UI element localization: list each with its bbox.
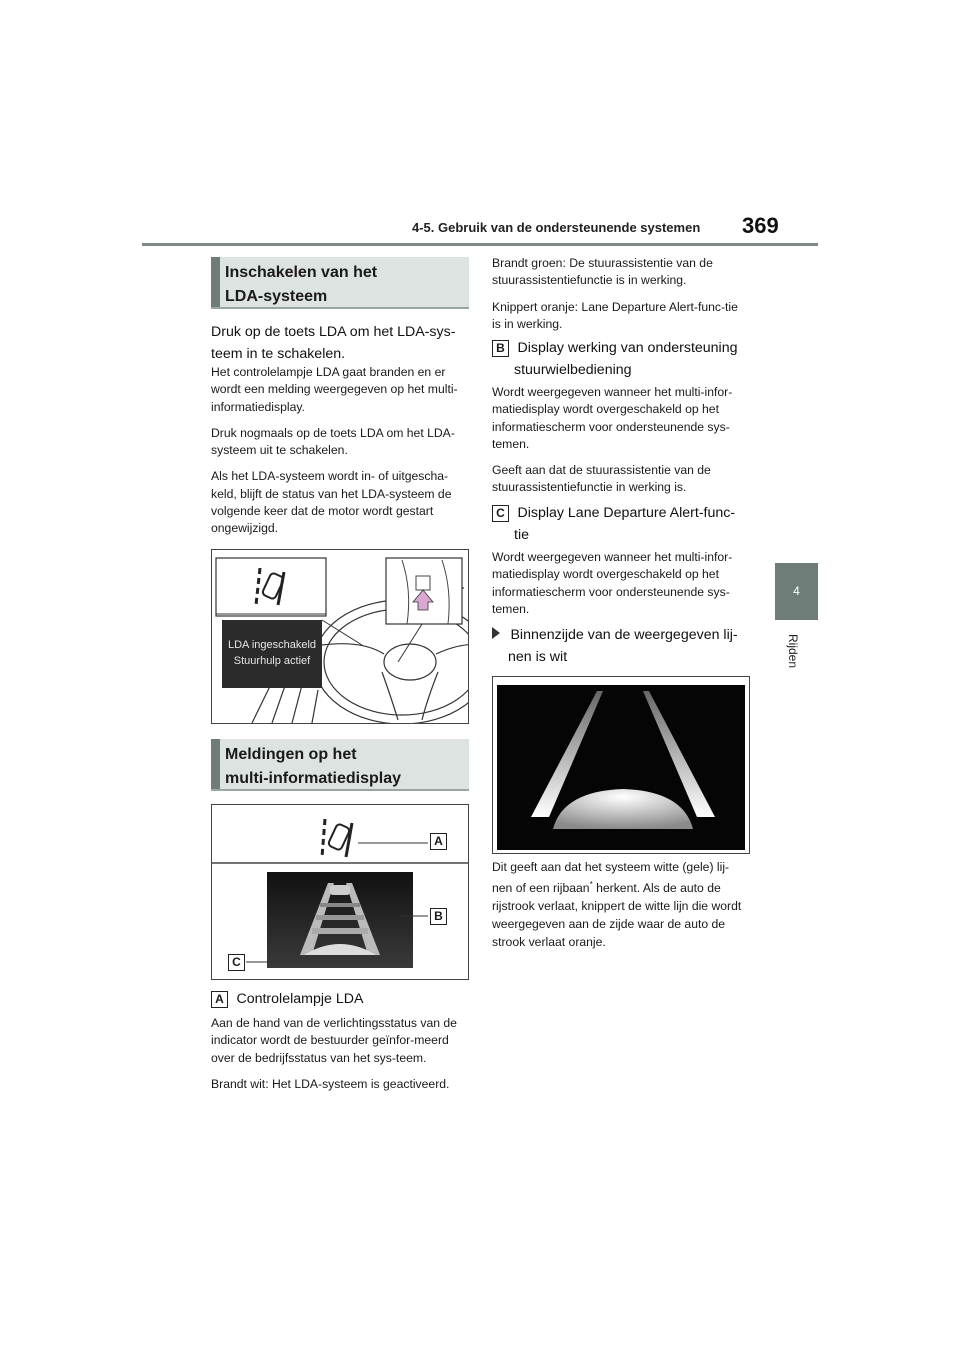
item-a [211, 988, 469, 1010]
chapter-label [770, 634, 822, 674]
item-letter: A [211, 991, 228, 1008]
footnote-marker: * [589, 880, 593, 889]
paragraph: Aan de hand van de verlichtingsstatus van de indicator wordt de bestuurder geïnfor-meerd over de bedrijfsstatus van het sys-teem. [211, 1016, 457, 1065]
right-paragraphs-top [492, 255, 748, 342]
item-b-text [492, 384, 748, 506]
left-paragraphs [211, 364, 467, 547]
callout-label-c: C [228, 954, 245, 971]
chapter-tab: 4 [775, 563, 818, 620]
display-message-line: Stuurhulp actief [233, 655, 311, 667]
item-title: Display werking van ondersteuning [517, 340, 738, 356]
paragraph: Brandt wit: Het LDA-systeem is geactiveerd. [211, 1076, 450, 1091]
figure-multi-info-display [211, 804, 469, 980]
section-title [225, 743, 401, 791]
paragraph: Geeft aan dat de stuurassistentie van de stuurassistentiefunctie in werking is. [492, 463, 711, 495]
paragraph-part: herkent. Als de auto de rijstrook verlaat, knippert de witte lijn die wordt weergegeven aan de zijde waar de auto de strook verlaat oranje. [492, 881, 742, 950]
lead-line: Druk op de toets LDA om het LDA-sys- [211, 324, 456, 340]
paragraph: Wordt weergegeven wanneer het multi-infor-matiedisplay wordt overgeschakeld op het informatiescherm voor ondersteunende sys-temen. [492, 550, 733, 616]
bullet-item [492, 624, 750, 668]
header-rule [142, 243, 818, 246]
item-letter: B [492, 340, 509, 357]
section-title-line: Inschakelen van het [225, 264, 378, 281]
item-b [492, 337, 750, 381]
paragraph: Brandt groen: De stuurassistentie van de stuurassistentiefunctie is in werking. [492, 256, 713, 288]
lead-text [211, 321, 469, 365]
item-title: Controlelampje LDA [236, 991, 364, 1007]
display-message-line: LDA ingeschakeld [227, 639, 317, 651]
figure-steering-wheel [211, 549, 469, 724]
right-final-paragraph [492, 858, 748, 951]
section-enable-lda [211, 257, 469, 309]
running-header: 4-5. Gebruik van de ondersteunende systemen [412, 220, 701, 235]
callout-label-b: B [430, 908, 447, 925]
lane-display-illustration [493, 677, 749, 853]
paragraph: Wordt weergegeven wanneer het multi-infor-matiedisplay wordt overgeschakeld op het informatiescherm voor ondersteunende sys-temen. [492, 385, 733, 451]
paragraph: Het controlelampje LDA gaat branden en er wordt een melding weergegeven op het multi-informatiedisplay. [211, 365, 458, 414]
lda-indicator-icon [322, 819, 352, 857]
section-bar [211, 257, 220, 307]
callout-label-a: A [430, 833, 447, 850]
paragraph: Druk nogmaals op de toets LDA om het LDA-systeem uit te schakelen. [211, 425, 455, 458]
chapter-label-text: Rijden [786, 634, 800, 669]
section-title [225, 261, 377, 309]
item-title: stuurwielbediening [514, 362, 632, 378]
item-title: tie [514, 527, 529, 543]
item-c-text [492, 549, 748, 627]
bullet-title: nen is wit [508, 649, 568, 665]
item-c [492, 502, 750, 546]
item-a-text [211, 1015, 467, 1102]
paragraph-part: Dit geeft aan dat het systeem witte (gele) lij-nen of een rijbaan [492, 860, 730, 896]
section-title-line: multi-informatiedisplay [225, 770, 402, 787]
paragraph: Knippert oranje: Lane Departure Alert-func-tie is in werking. [492, 299, 738, 331]
section-messages [211, 739, 469, 791]
figure-lane-display [492, 676, 750, 854]
display-illustration [212, 805, 468, 979]
paragraph: Als het LDA-systeem wordt in- of uitgescha-keld, blijft de status van het LDA-systeem de volgende keer dat de motor wordt gestart ongewijzigd. [211, 469, 452, 536]
triangle-bullet-icon [492, 627, 500, 639]
lead-line: teem in te schakelen. [211, 346, 346, 362]
display-message [222, 637, 322, 669]
bullet-title: Binnenzijde van de weergegeven lij- [510, 627, 738, 643]
section-bar [211, 739, 220, 789]
section-title-line: LDA-systeem [225, 288, 328, 305]
item-letter: C [492, 505, 509, 522]
section-title-line: Meldingen op het [225, 746, 357, 763]
page-number: 369 [742, 213, 779, 238]
item-title: Display Lane Departure Alert-func- [517, 505, 736, 521]
